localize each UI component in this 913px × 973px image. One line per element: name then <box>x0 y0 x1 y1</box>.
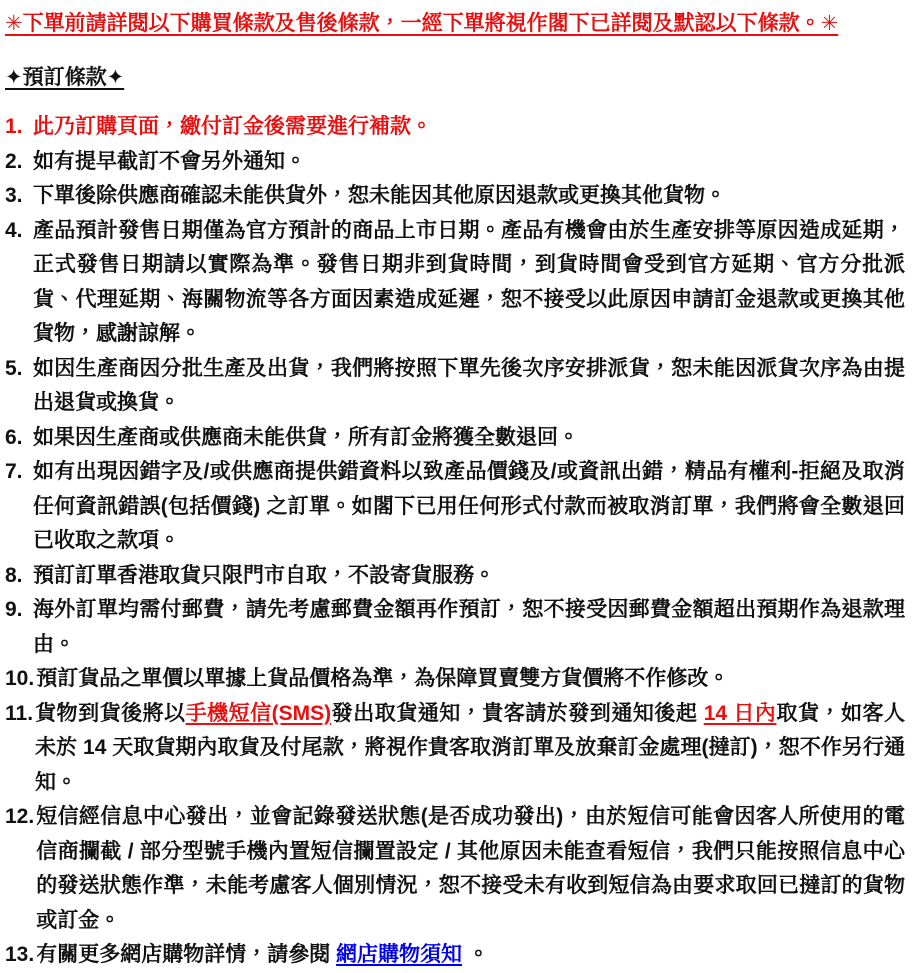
term-number: 10. <box>5 667 35 690</box>
term-segment: 如有出現因錯字及/或供應商提供錯資料以致產品價錢及/或資訊出錯，精品有權利-拒絕及取消任何資訊錯誤(包括價錢) 之訂單。如閣下已用任何形式付款而被取消訂單，我們將會全數退回已收取之款項。 <box>33 460 905 552</box>
term-item-6 <box>5 421 905 456</box>
warning-header: ✳下單前請詳閱以下購買條款及售後條款，一經下單將視作閣下已詳閱及默認以下條款。✳ <box>5 12 839 35</box>
term-text <box>33 214 905 352</box>
term-number: 8. <box>5 563 23 587</box>
term-segment: 預訂訂單香港取貨只限門市自取，不設寄貨服務。 <box>33 563 495 587</box>
section-title-preorder-terms: ✦預訂條款✦ <box>5 66 125 89</box>
term-segment: 。 <box>462 943 489 966</box>
term-segment: 海外訂單均需付郵費，請先考慮郵費金額再作預訂，恕不接受因郵費金額超出預期作為退款理由。 <box>33 598 905 656</box>
term-segment: 有關更多網店購物詳情，請參閱 <box>36 943 337 966</box>
term-segment: 產品預計發售日期僅為官方預計的商品上市日期。產品有機會由於生產安排等原因造成延期，正式發售日期請以實際為準。發售日期非到貨時間，到貨時間會受到官方延期、官方分批派貨、代理延期、海關物流等各方面因素造成延遲，恕不接受以此原因申請訂金退款或更換其他貨物，感謝諒解。 <box>33 218 905 345</box>
term-segment: 如果因生產商或供應商未能供貨，所有訂金將獲全數退回。 <box>33 425 579 449</box>
term-item-9 <box>5 593 905 662</box>
term-segment: 取貨，如客人未於 14 天取貨期內取貨及付尾款，將視作貴客取消訂單及放棄訂金處理(撻訂)，恕不作另行通知。 <box>35 701 906 794</box>
highlighted-warning-text: 14 日內 <box>703 701 777 725</box>
term-number: 2. <box>5 149 23 173</box>
term-text <box>33 455 905 559</box>
store-shopping-guide-link[interactable]: 網店購物須知 <box>336 943 463 966</box>
term-item-7 <box>5 455 905 559</box>
term-item-12 <box>5 800 905 938</box>
term-number: 13. <box>5 943 35 966</box>
term-segment: 下單後除供應商確認未能供貨外，恕未能因其他原因退款或更換其他貨物。 <box>33 184 726 207</box>
term-number: 7. <box>5 460 23 483</box>
term-text <box>33 110 905 145</box>
term-number: 12. <box>5 805 35 828</box>
term-text <box>33 145 905 180</box>
term-number: 3. <box>5 184 23 207</box>
term-number: 5. <box>5 356 23 380</box>
term-text <box>36 938 905 973</box>
term-text <box>36 662 905 697</box>
term-text <box>33 179 905 214</box>
term-segment: 此乃訂購頁面，繳付訂金後需要進行補款。 <box>33 115 432 138</box>
terms-list <box>5 110 905 973</box>
term-number: 11. <box>5 701 34 725</box>
term-segment: 短信經信息中心發出，並會記錄發送狀態(是否成功發出)，由於短信可能會因客人所使用的電信商攔截 / 部分型號手機內置短信攔置設定 / 其他原因未能查看短信，我們只能按照信息中心的發送狀態作準，未能考慮客人個別情況，恕不接受未有收到短信為由要求取回已撻訂的貨物或訂金。 <box>36 805 905 932</box>
term-text <box>36 800 905 938</box>
term-segment: 如因生產商因分批生產及出貨，我們將按照下單先後次序安排派貨，恕未能因派貨次序為由提出退貨或換貨。 <box>33 356 905 414</box>
term-text <box>33 559 905 594</box>
term-item-4 <box>5 214 905 352</box>
term-item-11 <box>5 697 905 801</box>
term-text <box>33 421 905 456</box>
term-item-10 <box>5 662 905 697</box>
term-item-8 <box>5 559 905 594</box>
term-item-5 <box>5 352 905 421</box>
term-item-13 <box>5 938 905 973</box>
term-item-3 <box>5 179 905 214</box>
term-item-1 <box>5 110 905 145</box>
term-number: 9. <box>5 598 23 621</box>
term-segment: 預訂貨品之單價以單據上貨品價格為準，為保障買賣雙方貨價將不作修改。 <box>36 667 730 690</box>
highlighted-warning-text: 手機短信(SMS) <box>185 701 332 725</box>
term-text <box>35 697 905 801</box>
term-text <box>33 593 905 662</box>
term-text <box>33 352 905 421</box>
term-segment: 發出取貨通知，貴客請於發到通知後起 <box>331 701 704 725</box>
term-segment: 貨物到貨後將以 <box>35 701 186 725</box>
term-number: 6. <box>5 425 23 449</box>
term-number: 4. <box>5 218 23 242</box>
term-number: 1. <box>5 115 23 138</box>
term-segment: 如有提早截訂不會另外通知。 <box>33 149 306 173</box>
term-item-2 <box>5 145 905 180</box>
